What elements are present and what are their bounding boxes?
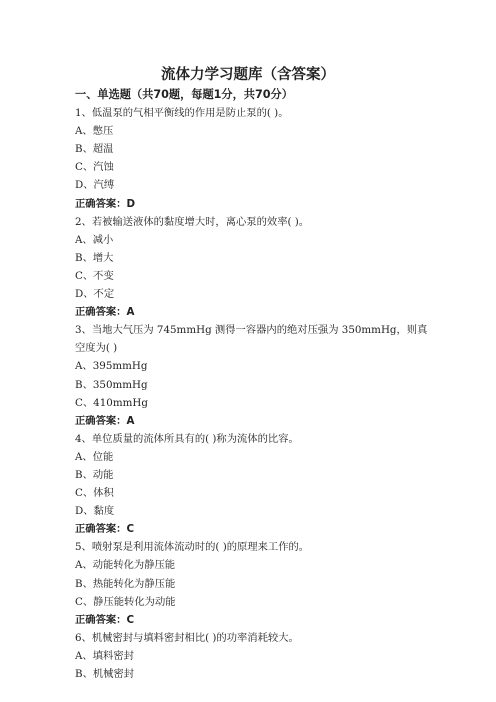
correct-answer: 正确答案：C	[75, 523, 135, 536]
document-title: 流体力学习题库（含答案）	[161, 67, 335, 83]
option-c: C、体积	[75, 487, 114, 500]
question-block	[75, 538, 431, 628]
option-b: B、机械密封	[75, 668, 135, 680]
option-a: A、位能	[75, 450, 114, 463]
option-a: A、减小	[75, 233, 114, 246]
question-stem: 3、当地大气压为 745mmHg 测得一容器内的绝对压强为 350mmHg，则真空度为( )	[75, 324, 428, 355]
option-b: B、350mmHg	[75, 378, 148, 391]
question-block	[75, 213, 431, 322]
option-c: C、汽蚀	[75, 161, 114, 174]
question-list	[75, 86, 431, 683]
option-c: C、410mmHg	[75, 396, 148, 409]
option-b: B、增大	[75, 251, 114, 264]
question-block	[75, 629, 431, 683]
option-c: C、不变	[75, 269, 114, 282]
option-a: A、395mmHg	[75, 360, 148, 373]
option-b: B、热能转化为静压能	[75, 577, 176, 590]
option-c: C、静压能转化为动能	[75, 595, 176, 608]
question-block	[75, 430, 431, 539]
correct-answer: 正确答案：C	[75, 613, 135, 626]
option-a: A、填料密封	[75, 649, 134, 662]
option-d: D、汽缚	[75, 179, 115, 192]
question-stem: 5、喷射泵是利用流体流动时的( )的原理来工作的。	[75, 541, 310, 554]
section-heading: 一、单选题（共70题，每题1分，共70分）	[75, 88, 293, 101]
question-stem: 2、若被输送液体的黏度增大时，离心泵的效率( )。	[75, 215, 310, 228]
question-block	[75, 321, 431, 430]
correct-answer: 正确答案：D	[75, 197, 136, 210]
option-d: D、不定	[75, 288, 115, 301]
option-d: D、黏度	[75, 505, 115, 518]
question-block	[75, 104, 431, 213]
option-b: B、动能	[75, 468, 114, 481]
option-a: A、憋压	[75, 125, 114, 138]
option-b: B、超温	[75, 143, 114, 156]
question-stem: 1、低温泵的气相平衡线的作用是防止泵的( )。	[75, 107, 289, 120]
question-stem: 4、单位质量的流体所具有的( )称为流体的比容。	[75, 432, 299, 445]
question-stem: 6、机械密封与填料密封相比( )的功率消耗较大。	[75, 631, 299, 644]
correct-answer: 正确答案：A	[75, 414, 135, 427]
correct-answer: 正确答案：A	[75, 306, 135, 319]
option-a: A、动能转化为静压能	[75, 559, 176, 572]
